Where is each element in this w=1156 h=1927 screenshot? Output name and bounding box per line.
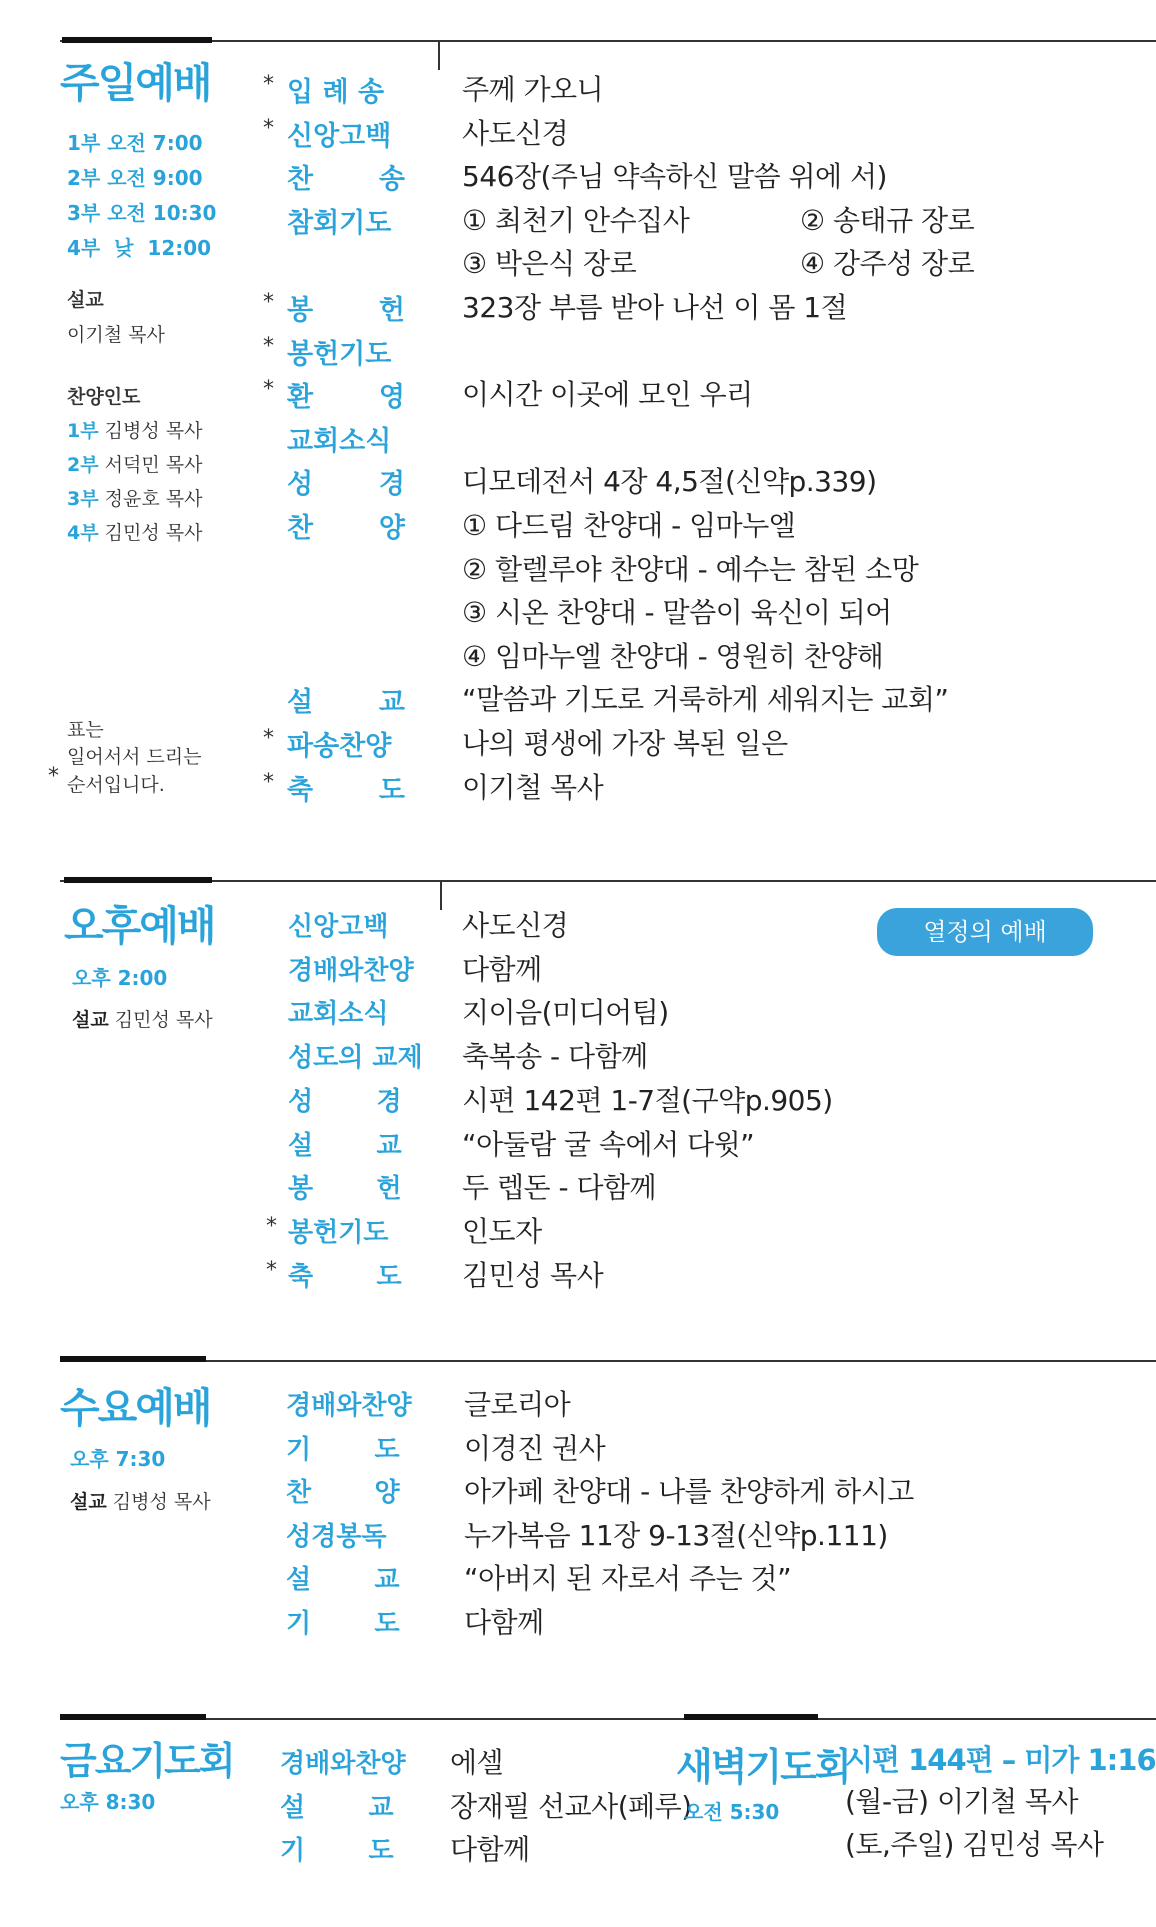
praise-leader: 4부 김민성 목사: [67, 522, 203, 544]
order-item-value: 글로리아: [464, 1388, 571, 1421]
order-item-label: 찬 양: [286, 1478, 400, 1508]
section-title: 수요예배: [60, 1384, 211, 1432]
asterisk-icon: *: [263, 769, 274, 795]
order-item-value: 사도신경: [462, 116, 569, 150]
divider: [438, 40, 440, 70]
divider-accent: [60, 1714, 206, 1720]
divider: [60, 40, 1156, 42]
service-time: 1부 오전 7:00: [67, 131, 203, 155]
order-item-value: 이경진 권사: [464, 1431, 606, 1465]
order-item-label: 기 도: [280, 1836, 394, 1866]
order-item-label: 성 경: [288, 1086, 402, 1117]
section-title: 오후예배: [64, 902, 215, 950]
order-item-label: 경배와찬양: [280, 1749, 406, 1779]
order-item-value: 두 렙돈 - 다함께: [462, 1171, 657, 1205]
order-item-label: 설 교: [288, 1130, 402, 1161]
order-item-label: 봉 헌: [288, 1174, 402, 1205]
sermon-label: 설교: [67, 289, 104, 311]
order-item-label: 경배와찬양: [288, 955, 414, 986]
order-item-label: 환 영: [287, 382, 405, 414]
order-item-value: 323장 부름 받아 나선 이 몸 1절: [462, 291, 848, 324]
order-item-value: 다함께: [464, 1605, 544, 1639]
asterisk-icon: *: [263, 115, 274, 141]
praise-leader: 1부 김병성 목사: [67, 420, 203, 442]
asterisk-icon: *: [263, 72, 274, 97]
order-item-label: 파송찬양: [287, 731, 392, 762]
order-item-value: 축복송 - 다함께: [462, 1040, 648, 1074]
order-item-label: 성경봉독: [286, 1521, 387, 1552]
order-item-label: 찬 송: [287, 164, 405, 196]
divider: [60, 1360, 1156, 1362]
order-item-value: 인도자: [462, 1214, 542, 1248]
order-item-label: 참회기도: [287, 207, 392, 239]
service-badge: 열정의 예배: [877, 908, 1093, 956]
order-item-value: 이기철 목사: [462, 770, 604, 804]
order-item-value: ① 최천기 안수집사: [462, 203, 690, 237]
section-title: 주일예배: [60, 59, 211, 107]
order-item-label: 성 경: [287, 469, 405, 501]
order-item-label: 교회소식: [288, 999, 389, 1030]
asterisk-icon: *: [48, 764, 59, 789]
dawn-leader: (월-금) 이기철 목사: [845, 1785, 1079, 1818]
order-item-label: 기 도: [286, 1608, 400, 1639]
order-item-label: 경배와찬양: [286, 1391, 412, 1421]
order-item-label: 찬 양: [287, 513, 405, 544]
dawn-leader: (토,주일) 김민성 목사: [845, 1828, 1104, 1861]
divider-accent: [64, 877, 212, 883]
divider-accent: [62, 37, 212, 43]
order-item-value: ④ 강주성 장로: [800, 247, 975, 281]
service-time: 오후 2:00: [72, 966, 168, 990]
order-item-value: ① 다드림 찬양대 - 임마누엘: [462, 509, 796, 542]
service-time: 4부 낮 12:00: [67, 236, 212, 260]
praise-leader: 2부 서덕민 목사: [67, 454, 203, 476]
asterisk-icon: *: [263, 290, 274, 315]
order-item-value: ③ 박은식 장로: [462, 247, 637, 281]
service-time: 오전 5:30: [684, 1800, 780, 1824]
order-item-value: 에셀: [450, 1746, 504, 1779]
order-item-label: 봉 헌: [287, 295, 405, 326]
note-text: 표는: [67, 719, 104, 741]
order-item-label: 신앙고백: [287, 120, 392, 152]
order-item-value: ② 송태규 장로: [800, 203, 975, 237]
order-item-label: 축 도: [288, 1261, 402, 1292]
section-title: 새벽기도회: [676, 1745, 850, 1789]
order-item-value: “아둘람 굴 속에서 다윗”: [462, 1127, 755, 1161]
order-item-value: 다함께: [450, 1833, 530, 1866]
divider: [60, 1718, 1156, 1720]
note-text: 순서입니다.: [67, 774, 165, 796]
divider-accent: [684, 1714, 818, 1720]
order-item-label: 설 교: [286, 1565, 400, 1595]
praise-leader: 3부 정윤호 목사: [67, 488, 203, 510]
sermon-info: 설교 김민성 목사: [72, 1009, 213, 1031]
order-item-value: 누가복음 11장 9-13절(신약p.111): [464, 1518, 888, 1552]
praise-label: 찬양인도: [67, 386, 141, 408]
order-item-value: “아버지 된 자로서 주는 것”: [464, 1562, 792, 1595]
section-title: 금요기도회: [60, 1739, 234, 1783]
order-item-label: 봉헌기도: [288, 1217, 389, 1248]
order-item-value: 장재필 선교사(페루): [450, 1789, 692, 1823]
asterisk-icon: *: [263, 333, 274, 359]
order-item-value: ③ 시온 찬양대 - 말씀이 육신이 되어: [462, 596, 892, 630]
asterisk-icon: *: [266, 1257, 277, 1283]
order-item-label: 기 도: [286, 1434, 400, 1465]
order-item-label: 입 례 송: [287, 77, 385, 108]
divider: [440, 880, 442, 910]
order-item-label: 설 교: [280, 1792, 394, 1823]
order-item-value: 시편 142편 1-7절(구약p.905): [462, 1083, 833, 1117]
service-time: 2부 오전 9:00: [67, 166, 203, 190]
order-item-label: 설 교: [287, 687, 405, 719]
sermon-info: 설교 김병성 목사: [70, 1491, 211, 1513]
order-item-value: 다함께: [462, 952, 542, 986]
order-item-value: 디모데전서 4장 4,5절(신약p.339): [462, 465, 877, 499]
order-item-label: 축 도: [287, 774, 405, 806]
dawn-scripture: 시편 144편 – 미가 1:16: [845, 1743, 1156, 1777]
asterisk-icon: *: [263, 726, 274, 751]
order-item-label: 신앙고백: [288, 912, 389, 942]
order-item-value: 나의 평생에 가장 복된 일은: [462, 727, 788, 760]
note-text: 일어서서 드리는: [67, 746, 202, 768]
service-time: 오후 8:30: [60, 1790, 156, 1814]
service-time: 3부 오전 10:30: [67, 201, 217, 225]
order-item-value: 이시간 이곳에 모인 우리: [462, 378, 753, 412]
order-item-value: 지이음(미디어팀): [462, 996, 669, 1030]
order-item-value: ④ 임마누엘 찬양대 - 영원히 찬양해: [462, 639, 884, 673]
order-item-label: 봉헌기도: [287, 338, 392, 370]
order-item-value: 김민성 목사: [462, 1258, 604, 1292]
asterisk-icon: *: [263, 377, 274, 403]
divider-accent: [60, 1356, 206, 1362]
asterisk-icon: *: [266, 1213, 277, 1239]
order-item-value: 사도신경: [462, 909, 569, 942]
sermon-pastor: 이기철 목사: [67, 324, 165, 346]
order-item-value: 주께 가오니: [462, 73, 604, 106]
order-item-label: 성도의 교제: [288, 1043, 423, 1074]
order-item-value: 아가페 찬양대 - 나를 찬양하게 하시고: [464, 1475, 914, 1508]
order-item-value: ② 할렐루야 찬양대 - 예수는 참된 소망: [462, 552, 919, 586]
order-item-value: 546장(주님 약속하신 말씀 위에 서): [462, 160, 887, 194]
order-item-value: “말씀과 기도로 거룩하게 세워지는 교회”: [462, 683, 949, 717]
divider: [60, 880, 1156, 882]
order-item-label: 교회소식: [287, 425, 392, 457]
service-time: 오후 7:30: [70, 1447, 166, 1471]
